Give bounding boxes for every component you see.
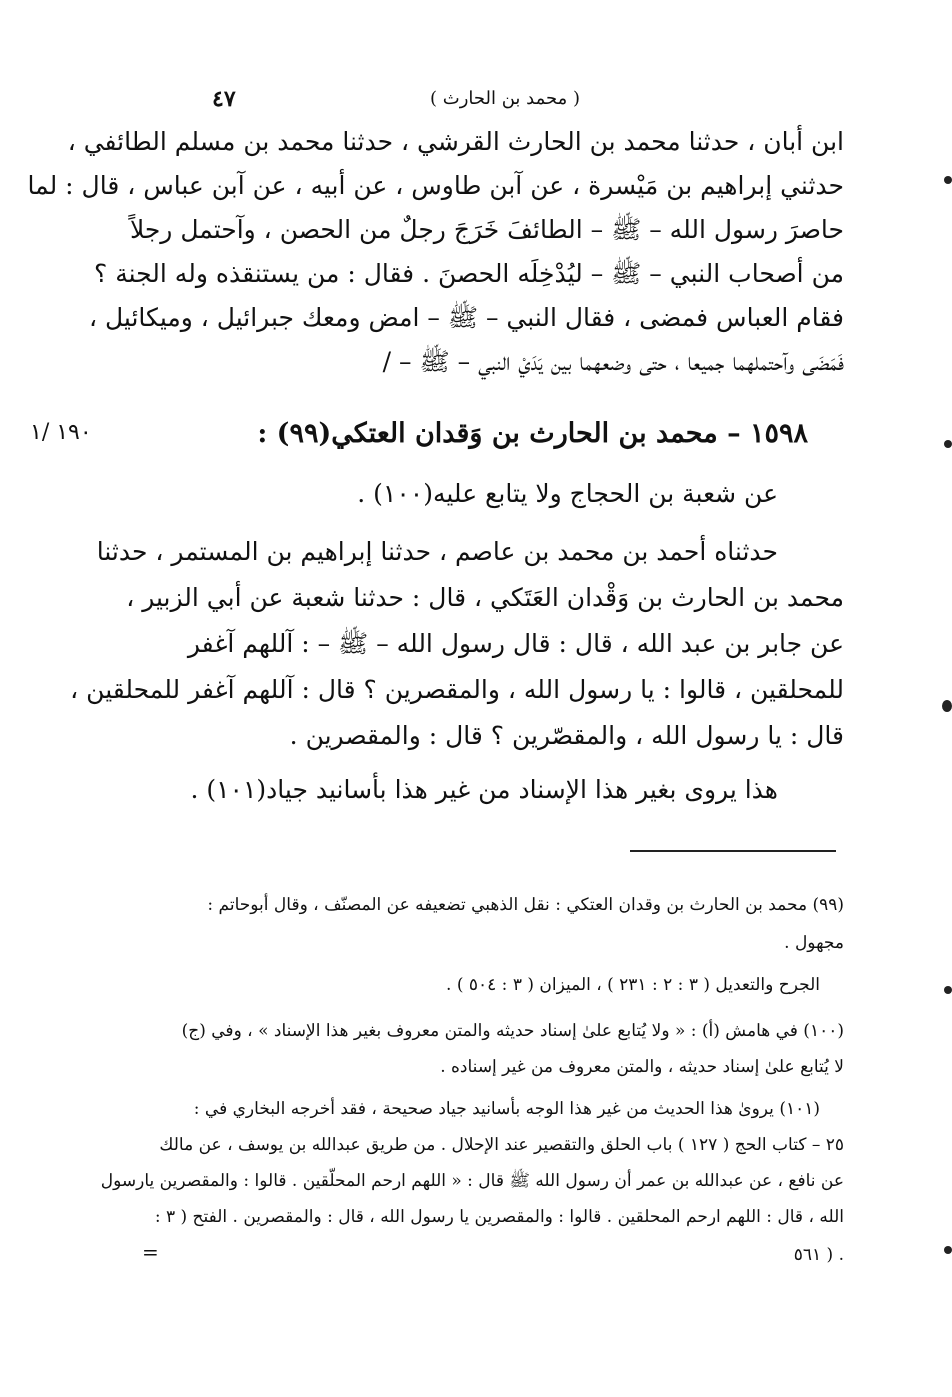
body-line: حدثني إبراهيم بن مَيْسرة ، عن آبن طاوس ، عن أبيه ، عن آبن عباس ، قال : لما xyxy=(27,171,844,200)
footnote-line: عن نافع ، عن عبدالله بن عمر أن رسول الله ﷺ قال : « اللهم ارحم المحلّقين . قالوا : والمقصرين يارسول xyxy=(100,1171,844,1191)
body-line: فَمَضَى وآحتملهما جميعا ، حتى وضعهما بين يَدَيْ النبي – ﷺ – / xyxy=(382,347,844,376)
scan-speck xyxy=(944,440,952,448)
scan-speck xyxy=(944,986,952,994)
footnote-line: ٢٥ – كتاب الحج ( ١٢٧ ) باب الحلق والتقصير عند الإحلال . من طريق عبدالله بن يوسف ، عن مالك xyxy=(159,1135,844,1155)
footnote-line: . ( ٥٦١ xyxy=(793,1245,844,1265)
footnote-line: (١٠٠) في هامش (أ) : « ولا يُتابع علىٰ إسناد حديثه والمتن معروف بغير هذا الإسناد » ، وفي (ج) xyxy=(181,1021,844,1041)
footnote-line: الجرح والتعديل ( ٣ : ٢ : ٢٣١ ) ، الميزان ( ٣ : ٥٠٤ ) . xyxy=(446,975,820,995)
body-line: فقام العباس فمضى ، فقال النبي – ﷺ – امض ومعك جبرائيل ، وميكائيل ، xyxy=(88,303,844,332)
footnote-line: (٩٩) محمد بن الحارث بن وقدان العتكي : نقل الذهبي تضعيفه عن المصنّف ، وقال أبوحاتم : xyxy=(207,895,844,915)
margin-note: ١٩٠ /١ xyxy=(30,420,92,445)
footnote-line: الله ، قال : اللهم ارحم المحلقين . قالوا : والمقصرين يا رسول الله ، قال : والمقصرين . الفتح ( ٣ : xyxy=(154,1207,844,1227)
scan-speck xyxy=(944,176,952,184)
body-line: ابن أبان ، حدثنا محمد بن الحارث القرشي ، حدثنا محمد بن مسلم الطائفي ، xyxy=(67,127,844,156)
hadith-line: للمحلقين ، قالوا : يا رسول الله ، والمقصرين ؟ قال : آللهم آغفر للمحلقين ، xyxy=(70,675,844,704)
scan-speck xyxy=(944,1246,952,1254)
body-line: من أصحاب النبي – ﷺ – ليُدْخِلَه الحصنَ . فقال : من يستنقذه وله الجنة ؟ xyxy=(94,259,844,288)
footnote-line: (١٠١) يروىٰ هذا الحديث من غير هذا الوجه بأسانيد جياد صحيحة ، فقد أخرجه البخاري في : xyxy=(193,1099,820,1119)
hadith-line: محمد بن الحارث بن وَقْدان العَتَكي ، قال : حدثنا شعبة عن أبي الزبير ، xyxy=(126,583,844,612)
closing-line: هذا يروى بغير هذا الإسناد من غير هذا بأسانيد جياد(١٠١) . xyxy=(190,775,778,804)
footnote-line: لا يُتابع علىٰ إسناد حديثه ، والمتن معروف من غير إسناده . xyxy=(440,1057,844,1077)
footnote-divider xyxy=(630,850,836,852)
entry-note: عن شعبة بن الحجاج ولا يتابع عليه(١٠٠) . xyxy=(357,479,778,508)
footnote-line: مجهول . xyxy=(784,933,844,953)
hadith-line: قال : يا رسول الله ، والمقصّرين ؟ قال : والمقصرين . xyxy=(289,721,844,750)
entry-heading: ١٥٩٨ – محمد بن الحارث بن وَقدان العتكي(٩٩) : xyxy=(257,418,808,449)
hadith-line: حدثناه أحمد بن محمد بن عاصم ، حدثنا إبراهيم بن المستمر ، حدثنا xyxy=(96,537,778,566)
page-number: ٤٧ xyxy=(212,86,236,112)
body-line: حاصرَ رسول الله – ﷺ – الطائفَ خَرَجَ رجلٌ من الحصن ، وآحتمل رجلاً xyxy=(129,215,844,244)
continuation-mark: = xyxy=(142,1240,159,1264)
running-title: ( محمد بن الحارث ) xyxy=(430,88,580,109)
hadith-line: عن جابر بن عبد الله ، قال : قال رسول الله – ﷺ – : آللهم آغفر xyxy=(187,629,844,658)
scan-speck xyxy=(942,700,952,712)
